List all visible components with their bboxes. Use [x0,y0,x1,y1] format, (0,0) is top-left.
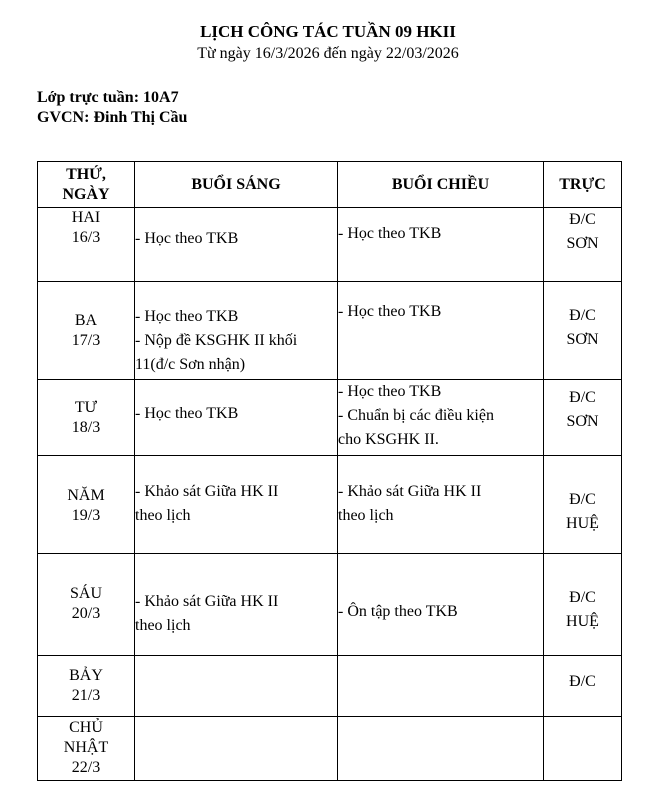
morning-line: - Khảo sát Giữa HK II [135,483,279,500]
morning-cell [135,208,338,282]
morning-line: theo lịch [135,507,191,524]
afternoon-cell [338,282,544,380]
table-row [38,282,622,380]
day-name: BẢY [69,667,103,684]
duty-name: HUỆ [566,613,599,630]
duty-cell [544,380,622,456]
morning-cell [135,656,338,717]
column-header-afternoon: BUỔI CHIỀU [338,162,544,208]
duty-name: HUỆ [566,515,599,532]
column-header-morning: BUỔI SÁNG [135,162,338,208]
day-name-line2: NHẬT [63,739,109,756]
table-row [38,380,622,456]
morning-line: 11(đ/c Sơn nhận) [135,356,246,373]
duty-line: Đ/C [569,589,596,606]
day-date: 22/3 [71,759,101,776]
column-header-day [38,162,135,208]
morning-line: - Học theo TKB [135,308,239,325]
day-cell [38,554,135,656]
duty-line: Đ/C [569,211,596,228]
duty-line: Đ/C [569,673,596,690]
duty-line: Đ/C [569,389,596,406]
afternoon-line: theo lịch [338,507,394,524]
duty-cell [544,656,622,717]
morning-cell [135,717,338,781]
morning-cell [135,554,338,656]
day-name: BA [74,312,98,329]
table-row [38,456,622,554]
duty-cell [544,554,622,656]
afternoon-cell [338,656,544,717]
day-cell [38,717,135,781]
day-date: 16/3 [71,229,101,246]
duty-cell [544,208,622,282]
morning-line: theo lịch [135,617,191,634]
date-range: Từ ngày 16/3/2026 đến ngày 22/03/2026 [197,45,459,62]
day-date: 18/3 [71,419,101,436]
duty-cell [544,456,622,554]
homeroom-teacher: GVCN: Đinh Thị Cầu [37,109,188,126]
duty-name: SƠN [566,235,599,252]
afternoon-line: - Chuẩn bị các điều kiện [338,407,494,424]
duty-cell [544,282,622,380]
day-date: 20/3 [71,605,101,622]
afternoon-cell [338,717,544,781]
afternoon-line: - Học theo TKB [338,303,442,320]
column-header-duty: TRỰC [544,162,622,208]
afternoon-line: - Khảo sát Giữa HK II [338,483,482,500]
table-row [38,717,622,781]
morning-line: - Nộp đề KSGHK II khối [135,332,298,349]
day-date: 17/3 [71,332,101,349]
day-name: SÁU [69,585,102,602]
day-cell [38,208,135,282]
schedule-table [37,161,622,781]
afternoon-cell [338,554,544,656]
afternoon-line: - Ôn tập theo TKB [338,603,458,620]
table-row [38,208,622,282]
day-date: 19/3 [71,507,101,524]
table-header-row [38,162,622,208]
day-name: TƯ [74,399,98,416]
morning-cell [135,282,338,380]
day-cell [38,380,135,456]
morning-line: - Học theo TKB [135,230,239,247]
afternoon-cell [338,208,544,282]
morning-cell [135,456,338,554]
morning-cell [135,380,338,456]
afternoon-line: - Học theo TKB [338,383,442,400]
day-name: HAI [71,209,101,226]
afternoon-cell [338,380,544,456]
day-name-line1: CHỦ [69,719,103,736]
afternoon-cell [338,456,544,554]
duty-name: SƠN [566,413,599,430]
day-date: 21/3 [71,687,101,704]
morning-line: - Khảo sát Giữa HK II [135,593,279,610]
day-name: NĂM [67,487,105,504]
duty-cell [544,717,622,781]
column-header-day-line2: NGÀY [62,185,110,203]
duty-line: Đ/C [569,491,596,508]
duty-line: Đ/C [569,307,596,324]
document-title: LỊCH CÔNG TÁC TUẦN 09 HKII [200,22,456,41]
afternoon-line: cho KSGHK II. [338,431,439,448]
duty-name: SƠN [566,331,599,348]
day-cell [38,282,135,380]
column-header-day-line1: THỨ, [66,165,106,183]
day-cell [38,656,135,717]
duty-class: Lớp trực tuần: 10A7 [37,89,179,106]
day-cell [38,456,135,554]
morning-line: - Học theo TKB [135,405,239,422]
afternoon-line: - Học theo TKB [338,225,442,242]
table-row [38,554,622,656]
table-row [38,656,622,717]
